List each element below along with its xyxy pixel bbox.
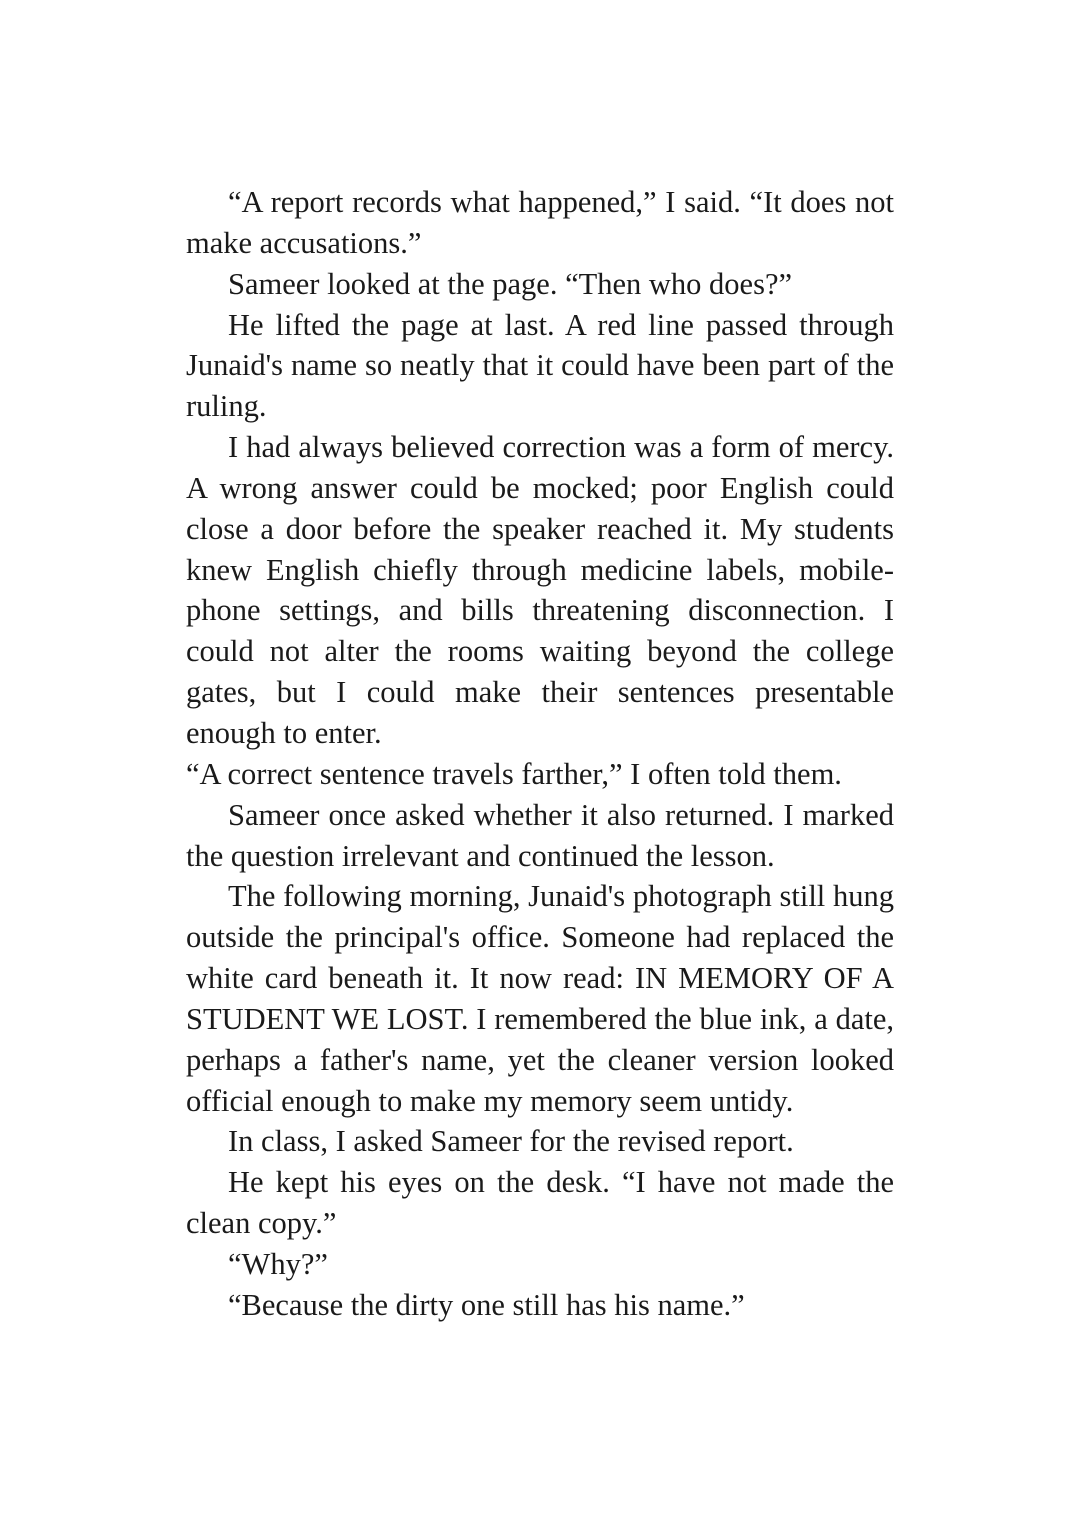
paragraph: “A report records what happened,” I said. “It does not make accusations.” xyxy=(186,185,894,260)
paragraph: I had always believed correction was a form of mercy. A wrong answer could be mocked; poor English could close a door before the speaker reached it. My students knew English chiefly through medicine labels, mobile-phone settings, and bills threatening disconnection. I could not alter the rooms waiting beyond the college gates, but I could make their sentences presentable enough to enter. xyxy=(186,430,894,750)
body-text xyxy=(186,182,894,1326)
paragraph: “Because the dirty one still has his name.” xyxy=(228,1287,745,1322)
paragraph: Sameer once asked whether it also returned. I marked the question irrelevant and continued the lesson. xyxy=(186,797,894,873)
paragraph: “A correct sentence travels farther,” I often told them. xyxy=(186,756,842,791)
paragraph: Sameer looked at the page. “Then who does?” xyxy=(228,266,793,301)
paragraph: He lifted the page at last. A red line passed through Junaid's name so neatly that it could have been part of the ruling. xyxy=(186,307,894,424)
paragraph: “Why?” xyxy=(228,1246,328,1281)
paragraph: The following morning, Junaid's photograph still hung outside the principal's office. Someone had replaced the white card beneath it. It now read: IN MEMORY OF A STUDENT WE LOST. I remembered the blue ink, a date, perhaps a father's name, yet the cleaner version looked official enough to make my memory seem untidy. xyxy=(186,879,894,1118)
paragraph: He kept his eyes on the desk. “I have not made the clean copy.” xyxy=(186,1165,894,1241)
paragraph: In class, I asked Sameer for the revised report. xyxy=(228,1124,794,1159)
